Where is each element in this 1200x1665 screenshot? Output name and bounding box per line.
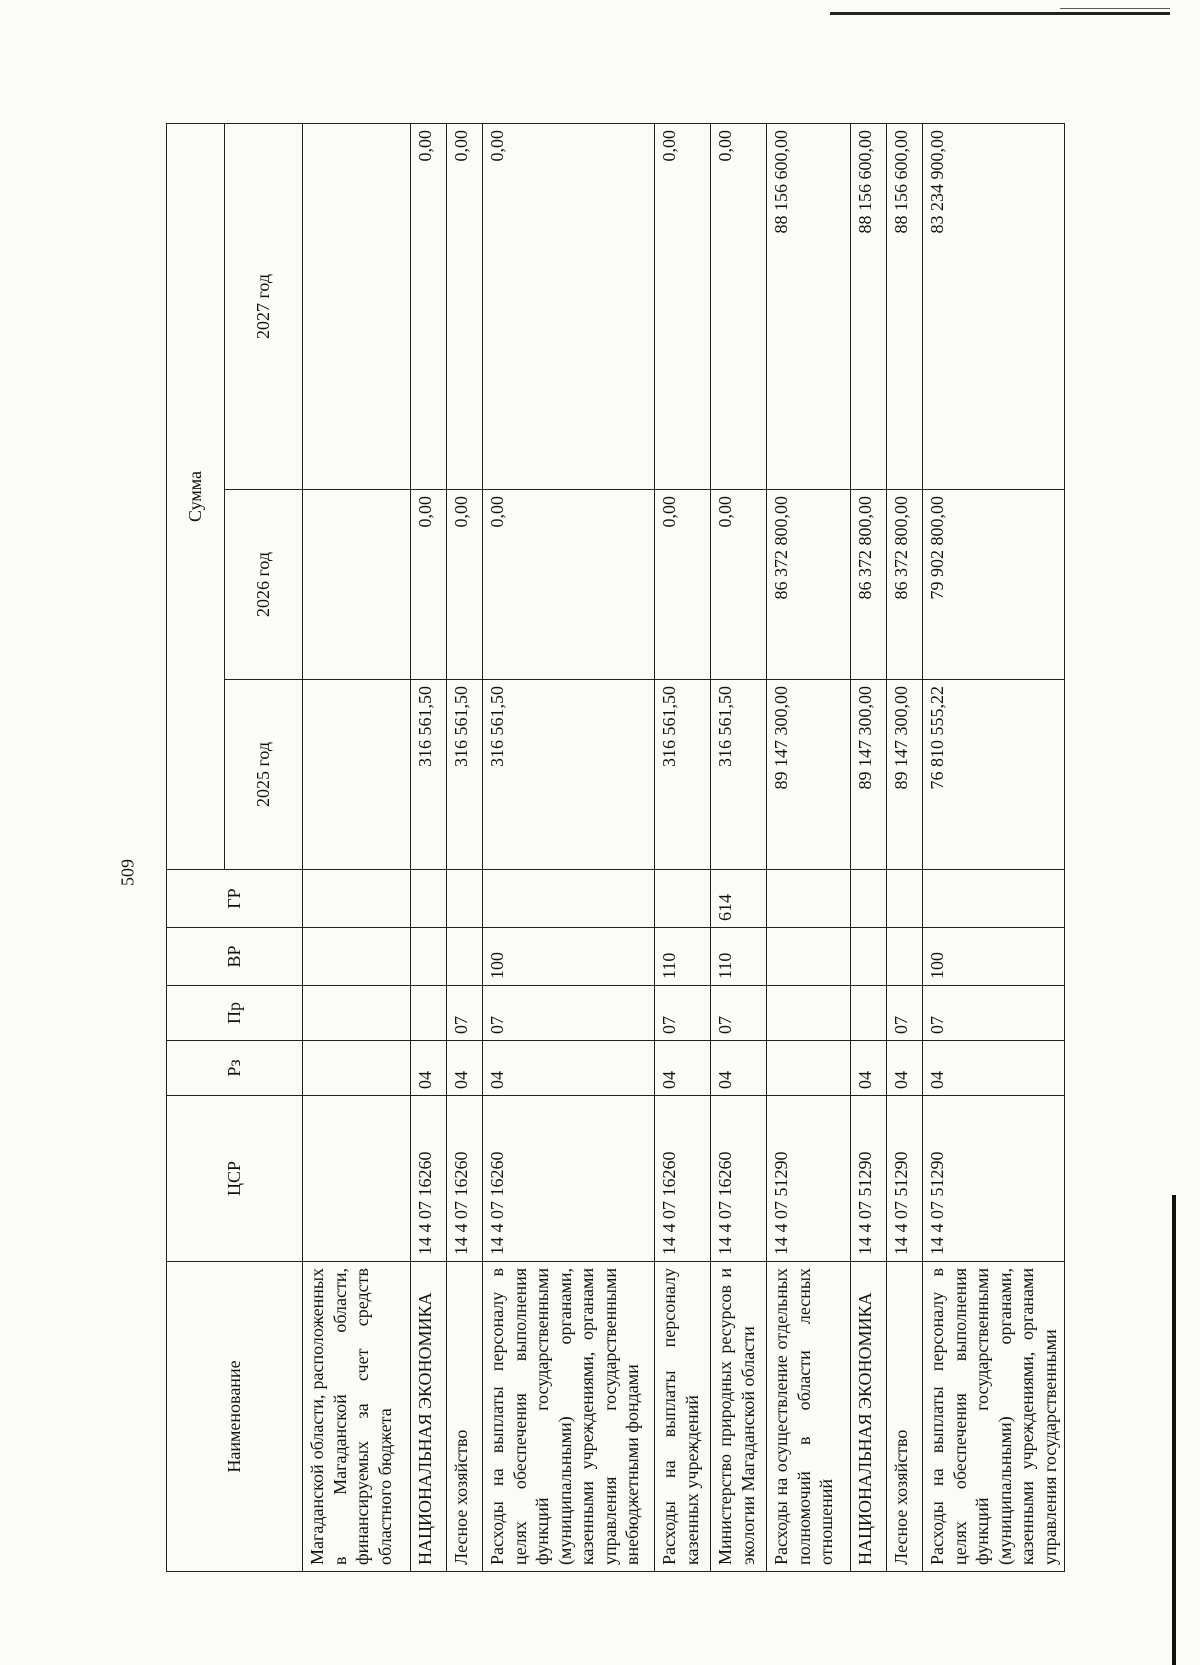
cell-sum-2027 — [303, 123, 411, 489]
cell-vr: 100 — [483, 928, 655, 986]
header-vr: ВР — [167, 928, 303, 986]
header-name: Наименование — [167, 1262, 303, 1572]
cell-sum-2025: 89 147 300,00 — [767, 680, 851, 870]
cell-sum-2026: 79 902 800,00 — [923, 490, 1065, 680]
cell-gr — [303, 870, 411, 928]
cell-pr: 07 — [447, 986, 483, 1041]
cell-sum-2026: 0,00 — [411, 490, 447, 680]
cell-vr — [851, 928, 887, 986]
cell-sum-2025: 316 561,50 — [655, 680, 711, 870]
cell-sum-2026: 0,00 — [483, 490, 655, 680]
cell-vr: 110 — [711, 928, 767, 986]
cell-gr — [767, 870, 851, 928]
cell-rz — [767, 1041, 851, 1096]
cell-sum-2026 — [303, 490, 411, 680]
cell-gr — [887, 870, 923, 928]
cell-pr: 07 — [483, 986, 655, 1041]
cell-sum-2025: 316 561,50 — [447, 680, 483, 870]
cell-name: Министерство природных ресурсов и экологии Магаданской области — [711, 1262, 767, 1572]
cell-gr — [851, 870, 887, 928]
cell-vr — [303, 928, 411, 986]
cell-gr — [655, 870, 711, 928]
cell-sum-2027: 0,00 — [447, 123, 483, 489]
cell-sum-2025: 89 147 300,00 — [887, 680, 923, 870]
cell-csr: 14 4 07 16260 — [411, 1096, 447, 1262]
cell-csr: 14 4 07 16260 — [655, 1096, 711, 1262]
cell-pr — [411, 986, 447, 1041]
cell-rz: 04 — [887, 1041, 923, 1096]
cell-sum-2027: 0,00 — [411, 123, 447, 489]
cell-pr: 07 — [711, 986, 767, 1041]
table-row — [711, 123, 767, 1571]
cell-pr — [851, 986, 887, 1041]
cell-sum-2027: 0,00 — [483, 123, 655, 489]
cell-sum-2025: 316 561,50 — [711, 680, 767, 870]
cell-sum-2027: 83 234 900,00 — [923, 123, 1065, 489]
cell-rz: 04 — [447, 1041, 483, 1096]
table-row — [767, 123, 851, 1571]
budget-table — [166, 123, 1065, 1572]
cell-gr — [483, 870, 655, 928]
cell-csr: 14 4 07 51290 — [887, 1096, 923, 1262]
budget-table-sheet — [166, 124, 1100, 1572]
header-pr: Пр — [167, 986, 303, 1041]
table-row — [923, 123, 1065, 1571]
cell-pr: 07 — [887, 986, 923, 1041]
cell-rz: 04 — [655, 1041, 711, 1096]
cell-vr — [767, 928, 851, 986]
cell-vr — [887, 928, 923, 986]
scan-edge-line — [830, 12, 1170, 15]
cell-gr — [411, 870, 447, 928]
cell-sum-2026: 0,00 — [655, 490, 711, 680]
table-row — [303, 123, 411, 1571]
cell-rz: 04 — [411, 1041, 447, 1096]
scan-edge-line — [1060, 8, 1170, 9]
table-row — [655, 123, 711, 1571]
cell-sum-2025: 89 147 300,00 — [851, 680, 887, 870]
cell-name: Расходы на выплаты персоналу в целях обеспечения выполнения функций государственными (муниципальными) органами, казенными учреждениями, органами управления государственными внебюджетными фондами — [483, 1262, 655, 1572]
header-rz: Рз — [167, 1041, 303, 1096]
cell-sum-2025 — [303, 680, 411, 870]
cell-rz: 04 — [711, 1041, 767, 1096]
cell-name: Лесное хозяйство — [887, 1262, 923, 1572]
header-gr: ГР — [167, 870, 303, 928]
cell-sum-2026: 86 372 800,00 — [851, 490, 887, 680]
cell-sum-2027: 0,00 — [655, 123, 711, 489]
cell-name: Магаданской области, расположенных в Магаданской области, финансируемых за счет средств областного бюджета — [303, 1262, 411, 1572]
header-csr: ЦСР — [167, 1096, 303, 1262]
cell-sum-2026: 86 372 800,00 — [887, 490, 923, 680]
table-row — [411, 123, 447, 1571]
header-sum: Сумма — [167, 123, 225, 869]
header-year-2027: 2027 год — [225, 123, 303, 489]
cell-name: НАЦИОНАЛЬНАЯ ЭКОНОМИКА — [851, 1262, 887, 1572]
cell-vr: 100 — [923, 928, 1065, 986]
table-row — [447, 123, 483, 1571]
cell-sum-2025: 76 810 555,22 — [923, 680, 1065, 870]
cell-csr: 14 4 07 51290 — [851, 1096, 887, 1262]
cell-sum-2027: 0,00 — [711, 123, 767, 489]
table-row — [483, 123, 655, 1571]
cell-pr — [303, 986, 411, 1041]
cell-vr: 110 — [655, 928, 711, 986]
cell-name: НАЦИОНАЛЬНАЯ ЭКОНОМИКА — [411, 1262, 447, 1572]
cell-sum-2026: 0,00 — [711, 490, 767, 680]
cell-sum-2027: 88 156 600,00 — [851, 123, 887, 489]
cell-pr — [767, 986, 851, 1041]
cell-gr — [923, 870, 1065, 928]
cell-rz — [303, 1041, 411, 1096]
cell-vr — [447, 928, 483, 986]
cell-gr: 614 — [711, 870, 767, 928]
cell-sum-2026: 86 372 800,00 — [767, 490, 851, 680]
cell-csr: 14 4 07 16260 — [483, 1096, 655, 1262]
header-year-2026: 2026 год — [225, 490, 303, 680]
cell-rz: 04 — [851, 1041, 887, 1096]
scan-edge-bar — [1172, 1195, 1176, 1665]
cell-gr — [447, 870, 483, 928]
table-row — [887, 123, 923, 1571]
cell-rz: 04 — [923, 1041, 1065, 1096]
cell-sum-2026: 0,00 — [447, 490, 483, 680]
cell-vr — [411, 928, 447, 986]
cell-name: Лесное хозяйство — [447, 1262, 483, 1572]
cell-pr: 07 — [655, 986, 711, 1041]
cell-sum-2027: 88 156 600,00 — [767, 123, 851, 489]
cell-rz: 04 — [483, 1041, 655, 1096]
table-row — [851, 123, 887, 1571]
cell-name: Расходы на осуществление отдельных полномочий в области лесных отношений — [767, 1262, 851, 1572]
cell-pr: 07 — [923, 986, 1065, 1041]
cell-csr — [303, 1096, 411, 1262]
cell-csr: 14 4 07 16260 — [447, 1096, 483, 1262]
cell-name: Расходы на выплаты персоналу в целях обеспечения выполнения функций государственными (муниципальными) органами, казенными учреждениями, органами управления государственными — [923, 1262, 1065, 1572]
cell-csr: 14 4 07 51290 — [923, 1096, 1065, 1262]
cell-name: Расходы на выплаты персоналу казенных учреждений — [655, 1262, 711, 1572]
cell-csr: 14 4 07 16260 — [711, 1096, 767, 1262]
cell-sum-2025: 316 561,50 — [411, 680, 447, 870]
header-year-2025: 2025 год — [225, 680, 303, 870]
cell-sum-2027: 88 156 600,00 — [887, 123, 923, 489]
page-number: 509 — [117, 859, 138, 886]
cell-sum-2025: 316 561,50 — [483, 680, 655, 870]
cell-csr: 14 4 07 51290 — [767, 1096, 851, 1262]
